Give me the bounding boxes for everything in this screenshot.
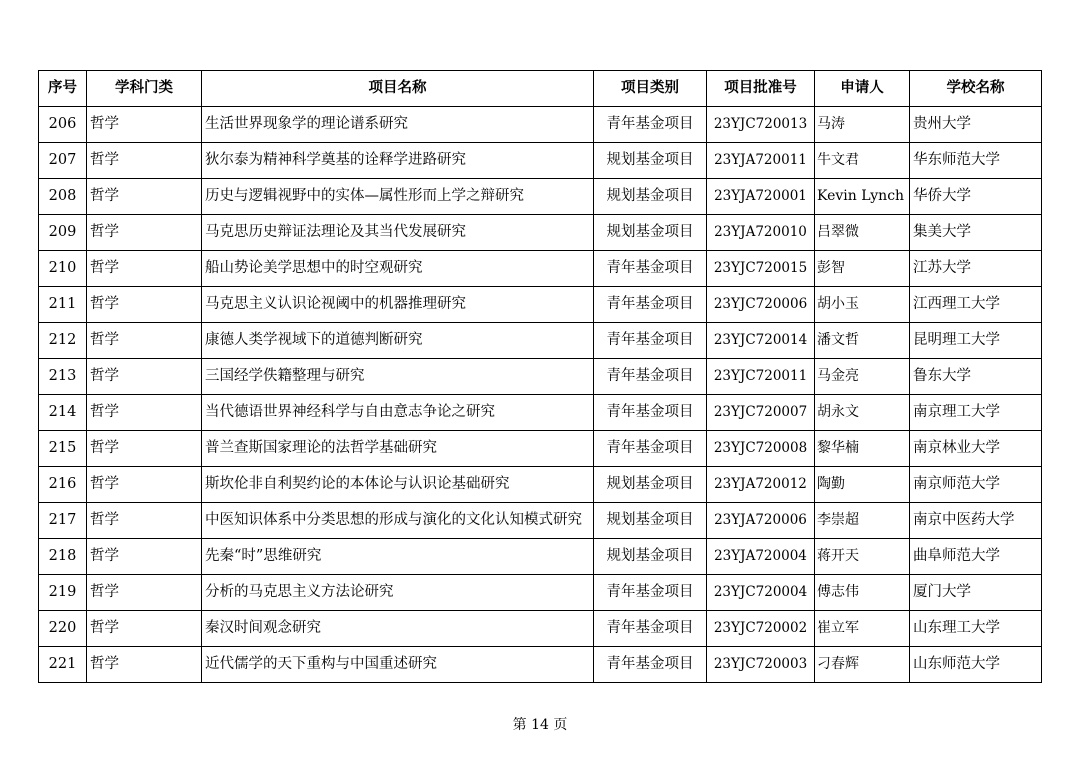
page-number: 第 14 页 (512, 717, 568, 733)
cell-school: 昆明理工大学 (910, 323, 1042, 359)
cell-discipline: 哲学 (87, 143, 202, 179)
cell-discipline: 哲学 (87, 503, 202, 539)
cell-approval-no: 23YJC720007 (707, 395, 815, 431)
cell-approval-no: 23YJC720011 (707, 359, 815, 395)
cell-discipline: 哲学 (87, 215, 202, 251)
cell-project-type: 规划基金项目 (594, 215, 707, 251)
cell-project-type: 规划基金项目 (594, 503, 707, 539)
cell-discipline: 哲学 (87, 395, 202, 431)
cell-school: 南京林业大学 (910, 431, 1042, 467)
table-row (39, 215, 1042, 251)
cell-project-type: 规划基金项目 (594, 179, 707, 215)
cell-approval-no: 23YJC720006 (707, 287, 815, 323)
cell-index: 219 (39, 575, 87, 611)
cell-school: 南京中医药大学 (910, 503, 1042, 539)
cell-approval-no: 23YJC720008 (707, 431, 815, 467)
cell-index: 221 (39, 647, 87, 683)
cell-school: 贵州大学 (910, 107, 1042, 143)
table-row (39, 143, 1042, 179)
cell-index: 209 (39, 215, 87, 251)
cell-project-name: 马克思历史辩证法理论及其当代发展研究 (202, 215, 594, 251)
cell-index: 207 (39, 143, 87, 179)
cell-approval-no: 23YJC720013 (707, 107, 815, 143)
table-row (39, 539, 1042, 575)
table-row (39, 323, 1042, 359)
cell-discipline: 哲学 (87, 107, 202, 143)
cell-approval-no: 23YJC720002 (707, 611, 815, 647)
cell-school: 集美大学 (910, 215, 1042, 251)
cell-approval-no: 23YJA720010 (707, 215, 815, 251)
cell-applicant: 蒋开天 (815, 539, 910, 575)
cell-index: 216 (39, 467, 87, 503)
cell-school: 江西理工大学 (910, 287, 1042, 323)
cell-school: 曲阜师范大学 (910, 539, 1042, 575)
cell-project-type: 青年基金项目 (594, 395, 707, 431)
table-row (39, 359, 1042, 395)
header-row (39, 71, 1042, 107)
col-header-school: 学校名称 (910, 71, 1042, 107)
cell-index: 208 (39, 179, 87, 215)
cell-index: 212 (39, 323, 87, 359)
cell-applicant: 马涛 (815, 107, 910, 143)
cell-applicant: 胡小玉 (815, 287, 910, 323)
cell-school: 山东师范大学 (910, 647, 1042, 683)
table-row (39, 467, 1042, 503)
cell-index: 213 (39, 359, 87, 395)
col-header-approval-no: 项目批准号 (707, 71, 815, 107)
cell-applicant: 潘文哲 (815, 323, 910, 359)
table-row (39, 395, 1042, 431)
cell-school: 鲁东大学 (910, 359, 1042, 395)
cell-project-name: 分析的马克思主义方法论研究 (202, 575, 594, 611)
cell-project-type: 青年基金项目 (594, 575, 707, 611)
cell-project-type: 青年基金项目 (594, 647, 707, 683)
table-row (39, 431, 1042, 467)
cell-project-type: 规划基金项目 (594, 539, 707, 575)
cell-discipline: 哲学 (87, 251, 202, 287)
cell-approval-no: 23YJC720014 (707, 323, 815, 359)
cell-discipline: 哲学 (87, 467, 202, 503)
cell-index: 211 (39, 287, 87, 323)
cell-discipline: 哲学 (87, 359, 202, 395)
cell-applicant: 牛文君 (815, 143, 910, 179)
table-row (39, 287, 1042, 323)
cell-project-name: 马克思主义认识论视阈中的机器推理研究 (202, 287, 594, 323)
cell-applicant: 陶勤 (815, 467, 910, 503)
cell-school: 南京师范大学 (910, 467, 1042, 503)
cell-applicant: Kevin Lynch (815, 179, 910, 215)
cell-discipline: 哲学 (87, 539, 202, 575)
cell-project-type: 青年基金项目 (594, 323, 707, 359)
cell-approval-no: 23YJC720015 (707, 251, 815, 287)
cell-index: 218 (39, 539, 87, 575)
table-row (39, 575, 1042, 611)
cell-applicant: 刁春辉 (815, 647, 910, 683)
cell-approval-no: 23YJA720001 (707, 179, 815, 215)
cell-school: 厦门大学 (910, 575, 1042, 611)
cell-project-type: 青年基金项目 (594, 611, 707, 647)
cell-approval-no: 23YJC720003 (707, 647, 815, 683)
cell-index: 214 (39, 395, 87, 431)
table-body (39, 107, 1042, 683)
cell-applicant: 马金亮 (815, 359, 910, 395)
cell-project-type: 青年基金项目 (594, 107, 707, 143)
cell-discipline: 哲学 (87, 611, 202, 647)
cell-applicant: 李崇超 (815, 503, 910, 539)
cell-project-name: 近代儒学的天下重构与中国重述研究 (202, 647, 594, 683)
cell-project-type: 青年基金项目 (594, 287, 707, 323)
cell-applicant: 胡永文 (815, 395, 910, 431)
table-row (39, 647, 1042, 683)
col-header-project-type: 项目类别 (594, 71, 707, 107)
cell-index: 206 (39, 107, 87, 143)
table-row (39, 251, 1042, 287)
cell-approval-no: 23YJC720004 (707, 575, 815, 611)
cell-project-name: 康德人类学视域下的道德判断研究 (202, 323, 594, 359)
cell-project-name: 船山势论美学思想中的时空观研究 (202, 251, 594, 287)
cell-school: 江苏大学 (910, 251, 1042, 287)
table-row (39, 179, 1042, 215)
cell-approval-no: 23YJA720006 (707, 503, 815, 539)
cell-project-name: 生活世界现象学的理论谱系研究 (202, 107, 594, 143)
cell-school: 华东师范大学 (910, 143, 1042, 179)
col-header-index: 序号 (39, 71, 87, 107)
cell-project-name: 普兰查斯国家理论的法哲学基础研究 (202, 431, 594, 467)
cell-approval-no: 23YJA720011 (707, 143, 815, 179)
cell-applicant: 彭智 (815, 251, 910, 287)
cell-applicant: 黎华楠 (815, 431, 910, 467)
cell-applicant: 傅志伟 (815, 575, 910, 611)
cell-discipline: 哲学 (87, 287, 202, 323)
cell-project-name: 当代德语世界神经科学与自由意志争论之研究 (202, 395, 594, 431)
cell-index: 217 (39, 503, 87, 539)
cell-applicant: 吕翠微 (815, 215, 910, 251)
cell-project-type: 规划基金项目 (594, 467, 707, 503)
col-header-applicant: 申请人 (815, 71, 910, 107)
cell-index: 220 (39, 611, 87, 647)
col-header-project-name: 项目名称 (202, 71, 594, 107)
cell-discipline: 哲学 (87, 575, 202, 611)
cell-project-name: 先秦“时”思维研究 (202, 539, 594, 575)
col-header-discipline: 学科门类 (87, 71, 202, 107)
cell-project-name: 狄尔泰为精神科学奠基的诠释学进路研究 (202, 143, 594, 179)
cell-project-type: 青年基金项目 (594, 251, 707, 287)
cell-project-type: 青年基金项目 (594, 359, 707, 395)
table-row (39, 503, 1042, 539)
cell-project-name: 历史与逻辑视野中的实体—属性形而上学之辩研究 (202, 179, 594, 215)
cell-discipline: 哲学 (87, 647, 202, 683)
table-row (39, 107, 1042, 143)
cell-approval-no: 23YJA720012 (707, 467, 815, 503)
cell-project-type: 规划基金项目 (594, 143, 707, 179)
cell-discipline: 哲学 (87, 431, 202, 467)
cell-approval-no: 23YJA720004 (707, 539, 815, 575)
cell-school: 华侨大学 (910, 179, 1042, 215)
cell-project-name: 斯坎伦非自利契约论的本体论与认识论基础研究 (202, 467, 594, 503)
cell-project-name: 中医知识体系中分类思想的形成与演化的文化认知模式研究 (202, 503, 594, 539)
cell-project-name: 三国经学佚籍整理与研究 (202, 359, 594, 395)
cell-school: 南京理工大学 (910, 395, 1042, 431)
table-row (39, 611, 1042, 647)
cell-applicant: 崔立军 (815, 611, 910, 647)
cell-discipline: 哲学 (87, 323, 202, 359)
cell-project-name: 秦汉时间观念研究 (202, 611, 594, 647)
cell-school: 山东理工大学 (910, 611, 1042, 647)
cell-index: 210 (39, 251, 87, 287)
cell-project-type: 青年基金项目 (594, 431, 707, 467)
project-table (38, 70, 1042, 683)
cell-discipline: 哲学 (87, 179, 202, 215)
cell-index: 215 (39, 431, 87, 467)
